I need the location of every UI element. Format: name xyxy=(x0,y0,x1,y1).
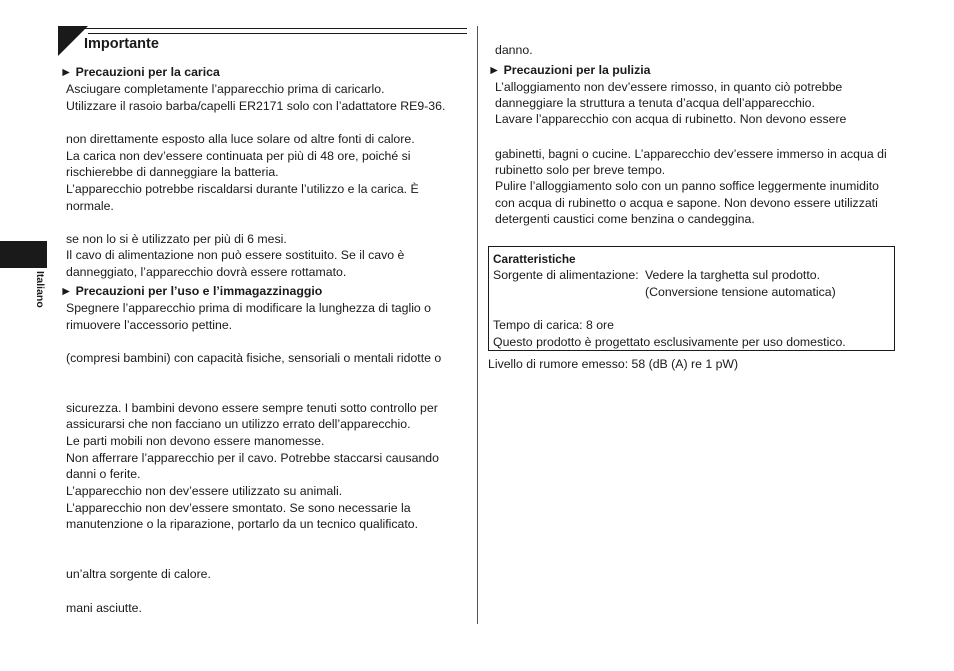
charging-line: L’apparecchio potrebbe riscaldarsi durante l’utilizzo e la carica. È xyxy=(66,182,419,196)
use-line: un’altra sorgente di calore. xyxy=(66,567,211,581)
charging-line: normale. xyxy=(66,199,114,213)
language-label: Italiano xyxy=(34,271,46,308)
cleaning-line: danneggiare la struttura a tenuta d’acqua dell’apparecchio. xyxy=(495,96,815,110)
charging-line: se non lo si è utilizzato per più di 6 mesi. xyxy=(66,232,287,246)
use-line: Spegnere l’apparecchio prima di modificare la lunghezza di taglio o xyxy=(66,301,432,315)
charging-line: Utilizzare il rasoio barba/capelli ER2171 solo con l’adattatore RE9-36. xyxy=(66,99,446,113)
specifications-heading: Caratteristiche xyxy=(493,252,576,266)
cleaning-heading: ► Precauzioni per la pulizia xyxy=(488,63,651,77)
use-line: mani asciutte. xyxy=(66,601,142,615)
charging-line: danneggiato, l’apparecchio dovrà essere rottamato. xyxy=(66,265,347,279)
cleaning-line: Lavare l’apparecchio con acqua di rubinetto. Non devono essere xyxy=(495,112,847,126)
continued-line: danno. xyxy=(495,43,533,57)
cleaning-line: con acqua di rubinetto o acqua e sapone. Non devono essere utilizzati xyxy=(495,196,878,210)
use-line: assicurarsi che non facciano un utilizzo errato dell’apparecchio. xyxy=(66,417,411,431)
use-line: rimuovere l’accessorio pettine. xyxy=(66,318,233,332)
cleaning-line: Pulire l’alloggiamento solo con un panno soffice leggermente inumidito xyxy=(495,179,879,193)
charging-line: Il cavo di alimentazione non può essere sostituito. Se il cavo è xyxy=(66,248,405,262)
use-line: (compresi bambini) con capacità fisiche, sensoriali o mentali ridotte o xyxy=(66,351,442,365)
cleaning-line: L’alloggiamento non dev’essere rimosso, in quanto ciò potrebbe xyxy=(495,80,843,94)
use-heading: ► Precauzioni per l’uso e l’immagazzinaggio xyxy=(60,284,323,298)
power-source-value: Vedere la targhetta sul prodotto. xyxy=(645,268,821,282)
use-line: manutenzione o la riparazione, portarlo da un tecnico qualificato. xyxy=(66,517,419,531)
charging-line: Asciugare completamente l’apparecchio prima di caricarlo. xyxy=(66,82,385,96)
use-line: Non afferrare l’apparecchio per il cavo. Potrebbe staccarsi causando xyxy=(66,451,439,465)
page-title: Importante xyxy=(84,36,159,52)
cleaning-line: rubinetto solo per breve tempo. xyxy=(495,163,666,177)
charging-time: Tempo di carica: 8 ore xyxy=(493,318,614,332)
use-line: Le parti mobili non devono essere manomesse. xyxy=(66,434,325,448)
heading-rule-top xyxy=(58,28,467,29)
charging-heading: ► Precauzioni per la carica xyxy=(60,65,220,79)
use-line: L’apparecchio non dev’essere smontato. Se sono necessarie la xyxy=(66,501,411,515)
charging-line: rischierebbe di danneggiare la batteria. xyxy=(66,165,279,179)
domestic-use-note: Questo prodotto è progettato esclusivamente per uso domestico. xyxy=(493,335,846,349)
cleaning-line: detergenti caustici come benzina o candeggina. xyxy=(495,212,755,226)
power-source-note: (Conversione tensione automatica) xyxy=(645,285,836,299)
power-source-label: Sorgente di alimentazione: xyxy=(493,268,639,282)
use-line: L’apparecchio non dev’essere utilizzato su animali. xyxy=(66,484,343,498)
use-line: sicurezza. I bambini devono essere sempre tenuti sotto controllo per xyxy=(66,401,438,415)
use-line: danni o ferite. xyxy=(66,467,141,481)
charging-line: non direttamente esposto alla luce solare od altre fonti di calore. xyxy=(66,132,415,146)
heading-rule-bottom xyxy=(88,33,467,34)
language-tab-marker xyxy=(0,241,47,268)
noise-level: Livello di rumore emesso: 58 (dB (A) re 1 pW) xyxy=(488,357,739,371)
cleaning-line: gabinetti, bagni o cucine. L’apparecchio dev’essere immerso in acqua di xyxy=(495,147,887,161)
charging-line: La carica non dev’essere continuata per più di 48 ore, poiché si xyxy=(66,149,411,163)
column-divider xyxy=(477,26,478,624)
